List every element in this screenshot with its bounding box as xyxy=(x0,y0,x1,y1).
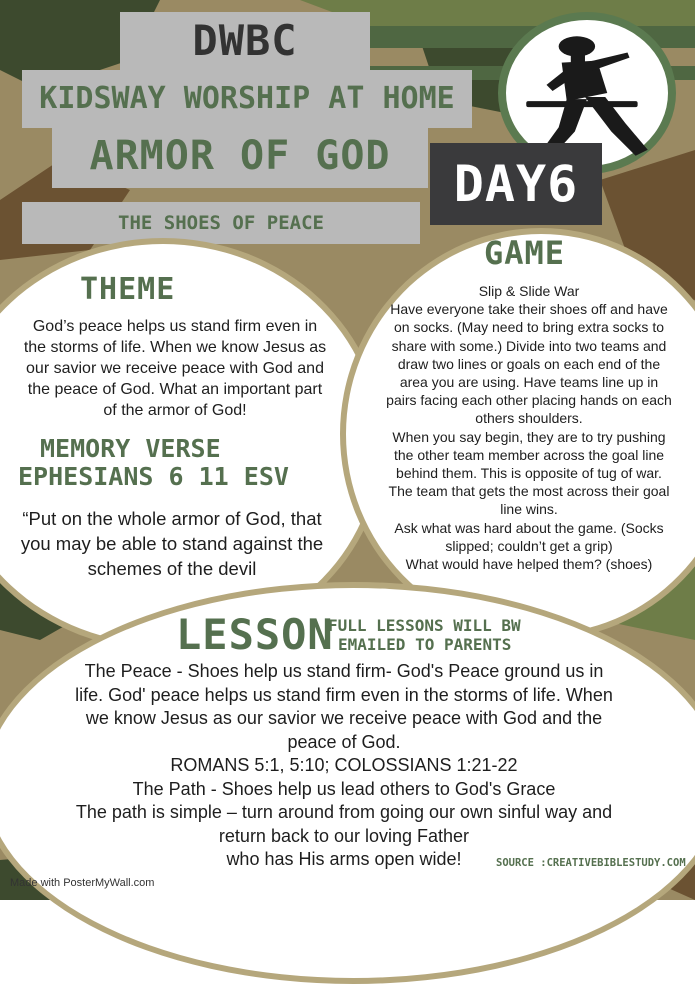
lesson-text xyxy=(74,660,614,872)
subtitle-banner xyxy=(22,70,472,128)
lesson-line: who has His arms open wide! xyxy=(226,849,462,869)
lesson-line: ROMANS 5:1, 5:10; COLOSSIANS 1:21-22 xyxy=(170,755,518,775)
game-line: Ask what was hard about the game. (Socks slipped; couldn’t get a grip) xyxy=(394,519,664,554)
game-text xyxy=(384,282,674,573)
memory-verse-reference: EPHESIANS 6 11 ESV xyxy=(18,462,289,491)
lesson-note-line: FULL LESSONS WILL BW xyxy=(328,616,521,635)
source-credit: SOURCE :CREATIVEBIBLESTUDY.COM xyxy=(496,857,686,869)
org-name: DWBC xyxy=(192,16,298,65)
subtitle: KIDSWAY WORSHIP AT HOME xyxy=(39,81,455,116)
game-line: Have everyone take their shoes off and have on socks. (May need to bring extra socks to share with some.) Divide into two teams and draw two lines or goals on each end of the area you are using. Have teams line up in pairs facing each other placing hands on each others shoulders. xyxy=(386,301,672,427)
topic-banner xyxy=(22,202,420,244)
page-title: ARMOR OF GOD xyxy=(89,133,391,179)
memory-verse-text: “Put on the whole armor of God, that you may be able to stand against the schemes of the devil xyxy=(20,508,324,579)
game-line: What would have helped them? (shoes) xyxy=(405,556,653,573)
day-badge xyxy=(430,143,602,225)
game-line: Slip & Slide War xyxy=(478,283,580,299)
lesson-note xyxy=(328,616,521,654)
theme-text: God’s peace helps us stand firm even in the storms of life. When we know Jesus as our savior we receive peace with God and the peace of God. What an important part of the armor of God! xyxy=(23,318,327,419)
game-heading: GAME xyxy=(484,234,566,272)
theme-heading: THEME xyxy=(80,272,176,307)
lesson-note-line: EMAILED TO PARENTS xyxy=(338,635,512,654)
org-banner xyxy=(120,12,370,70)
lesson-heading: LESSON xyxy=(176,610,334,659)
topic: THE SHOES OF PEACE xyxy=(118,212,324,234)
lesson-line: The Path - Shoes help us lead others to God's Grace xyxy=(132,778,556,799)
watermark: Made with PosterMyWall.com xyxy=(10,877,155,889)
title-banner xyxy=(52,124,428,188)
lesson-line: The path is simple – turn around from going our own sinful way and return back to our loving Father xyxy=(75,802,613,846)
memory-verse-heading: MEMORY VERSE xyxy=(40,434,221,463)
day-label: DAY6 xyxy=(453,155,579,213)
game-line: When you say begin, they are to try pushing the other team member across the goal line behind them. This is opposite of tug of war. The team that gets the most across their goal line wins. xyxy=(388,428,670,518)
lesson-line: The Peace - Shoes help us stand firm- God's Peace ground us in life. God' peace helps us stand firm even in the storms of life. When we know Jesus as our savior we receive peace with God and the peace of God. xyxy=(75,661,613,752)
